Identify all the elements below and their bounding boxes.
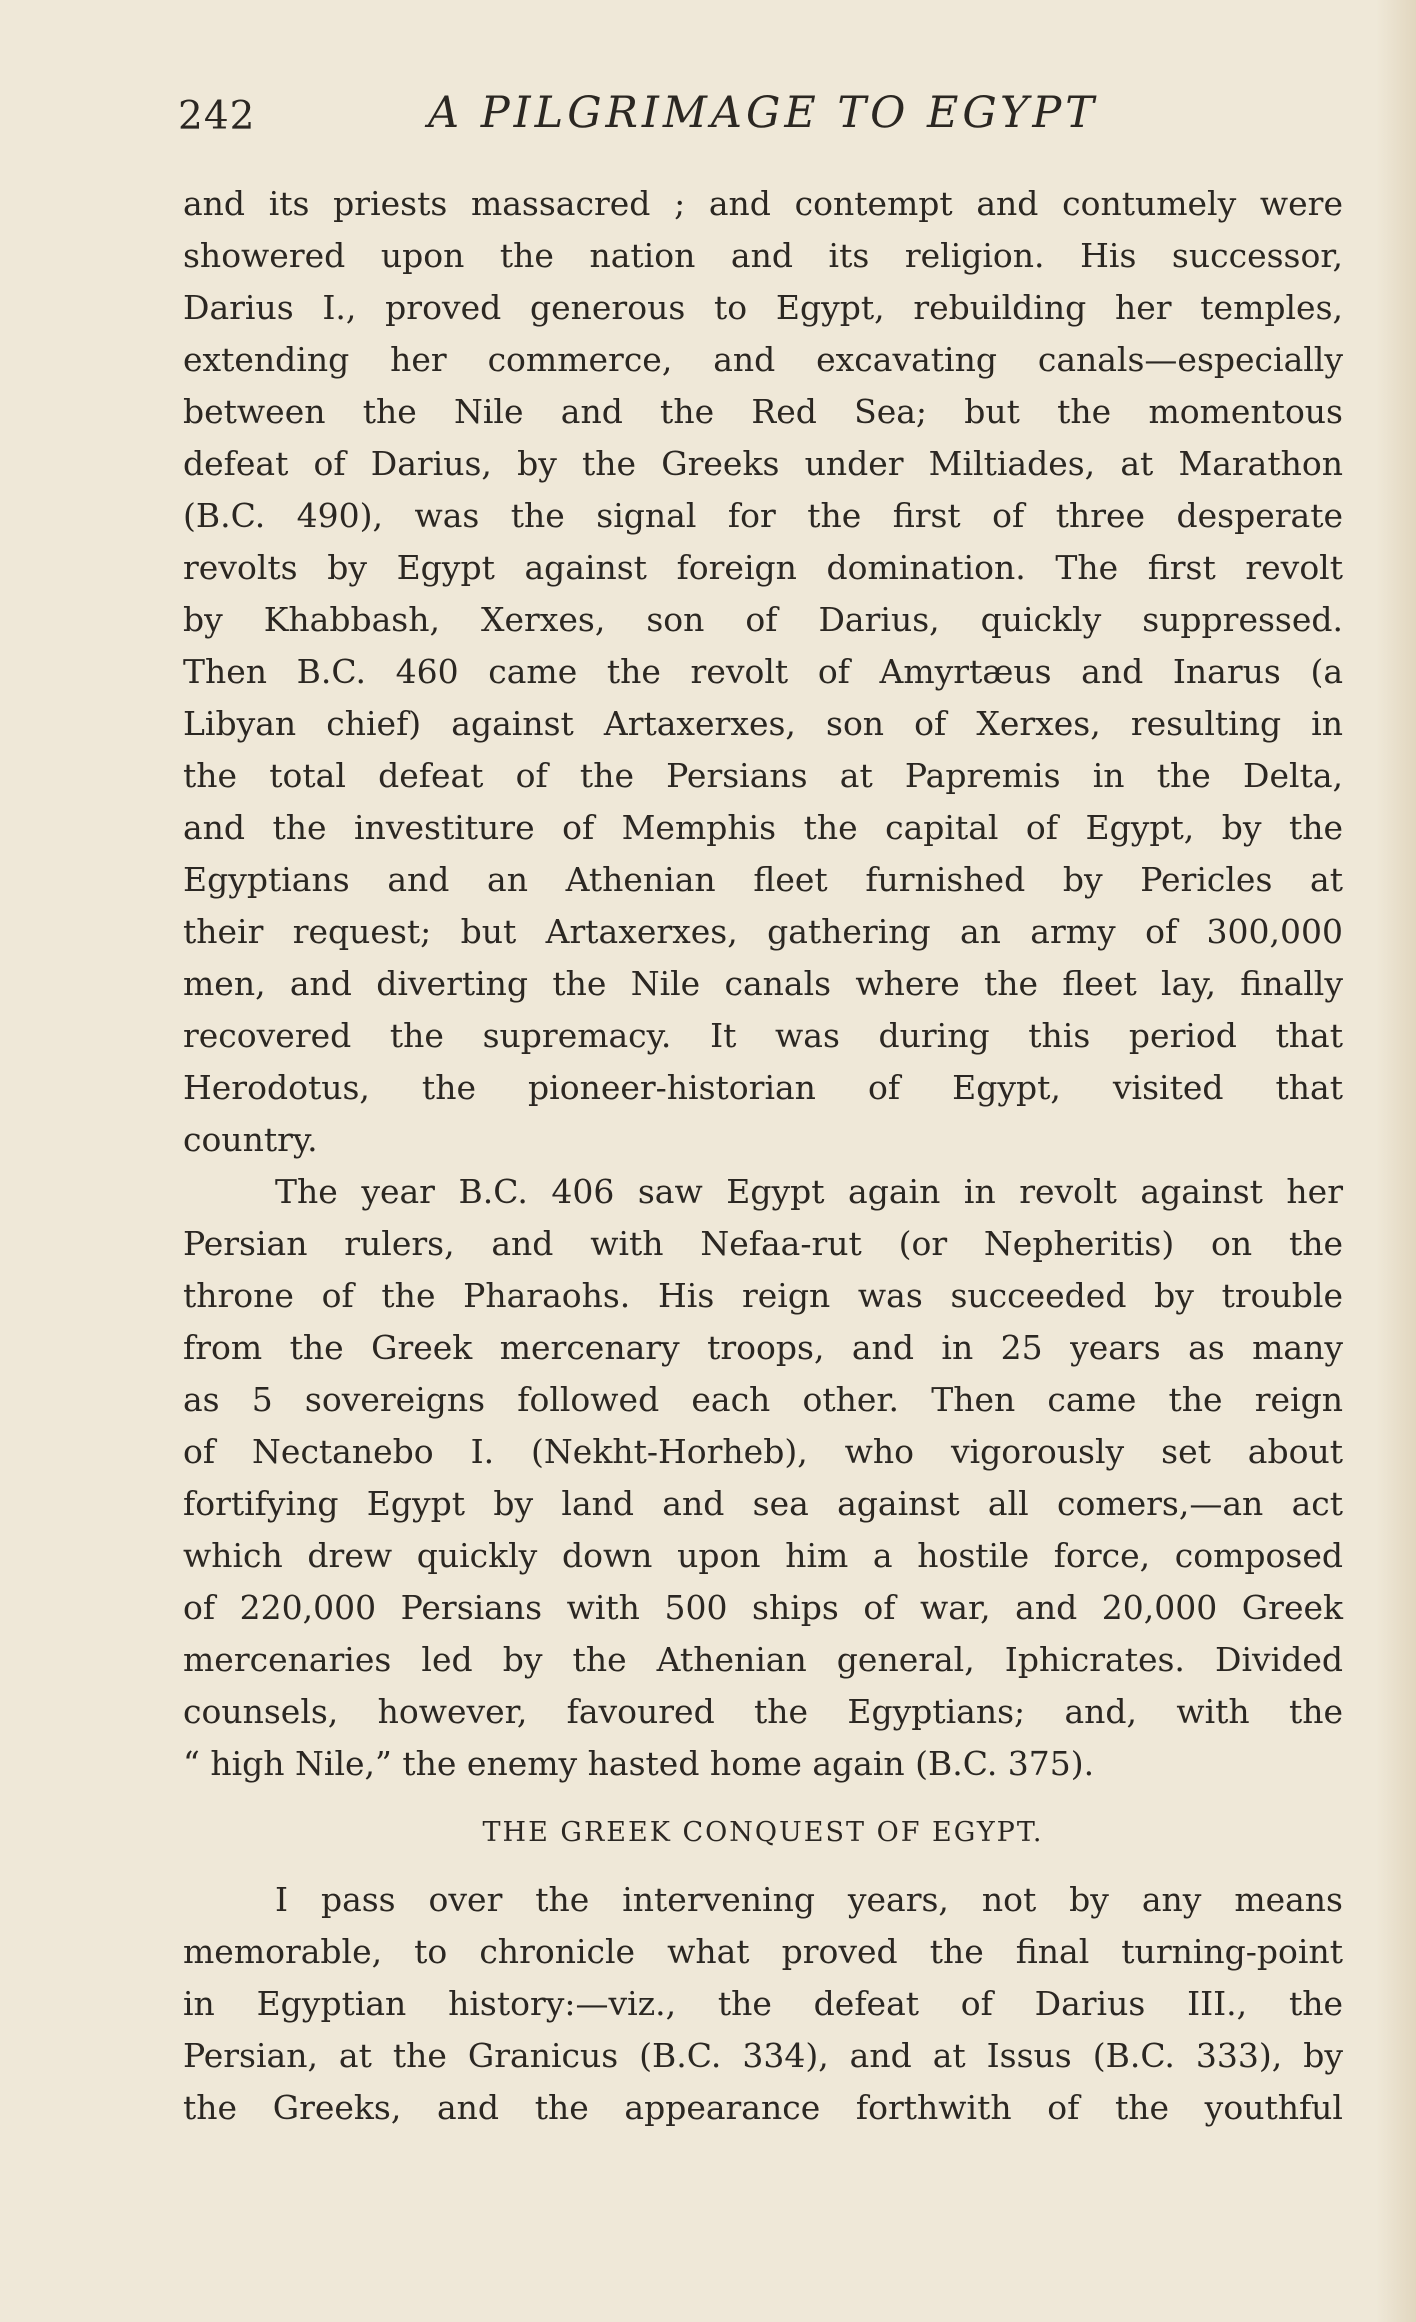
paragraph-2	[183, 1166, 1343, 1790]
text-line: which drew quickly down upon him a hostile force, composed	[183, 1536, 1343, 1575]
text-line: Persian rulers, and with Nefaa-rut (or Nepheritis) on the	[183, 1224, 1343, 1263]
text-line: between the Nile and the Red Sea; but the momentous	[183, 392, 1343, 431]
page-header	[178, 88, 1340, 148]
text-line: “ high Nile,” the enemy hasted home again (B.C. 375).	[183, 1744, 1095, 1783]
body-text	[183, 178, 1343, 2134]
text-line: I pass over the intervening years, not by any means	[275, 1880, 1343, 1919]
text-line: counsels, however, favoured the Egyptians; and, with the	[183, 1692, 1343, 1731]
text-line: Egyptians and an Athenian fleet furnished by Pericles at	[183, 860, 1343, 899]
text-line: Then B.C. 460 came the revolt of Amyrtæus and Inarus (a	[183, 652, 1343, 691]
text-line: men, and diverting the Nile canals where the fleet lay, finally	[183, 964, 1343, 1003]
text-line: mercenaries led by the Athenian general, Iphicrates. Divided	[183, 1640, 1343, 1679]
text-line: from the Greek mercenary troops, and in 25 years as many	[183, 1328, 1343, 1367]
running-title: A PILGRIMAGE TO EGYPT	[428, 88, 1098, 138]
paragraph-1	[183, 178, 1343, 1166]
text-line: Darius I., proved generous to Egypt, rebuilding her temples,	[183, 288, 1343, 327]
text-line: Herodotus, the pioneer-historian of Egypt, visited that	[183, 1068, 1343, 1107]
text-line: of 220,000 Persians with 500 ships of war, and 20,000 Greek	[183, 1588, 1343, 1627]
text-line: revolts by Egypt against foreign domination. The first revolt	[183, 548, 1343, 587]
paragraph-3	[183, 1874, 1343, 2134]
text-line: (B.C. 490), was the signal for the first of three desperate	[183, 496, 1343, 535]
text-line: their request; but Artaxerxes, gathering an army of 300,000	[183, 912, 1343, 951]
text-line: defeat of Darius, by the Greeks under Miltiades, at Marathon	[183, 444, 1343, 483]
text-line: as 5 sovereigns followed each other. Then came the reign	[183, 1380, 1343, 1419]
text-line: throne of the Pharaohs. His reign was succeeded by trouble	[183, 1276, 1343, 1315]
text-line: showered upon the nation and its religion. His successor,	[183, 236, 1343, 275]
text-line: fortifying Egypt by land and sea against all comers,—an act	[183, 1484, 1343, 1523]
text-line: and its priests massacred ; and contempt and contumely were	[183, 184, 1343, 223]
page-number: 242	[178, 94, 256, 139]
text-line: country.	[183, 1120, 318, 1159]
text-line: extending her commerce, and excavating canals—especially	[183, 340, 1343, 379]
section-heading: THE GREEK CONQUEST OF EGYPT.	[482, 1817, 1044, 1848]
text-line: of Nectanebo I. (Nekht-Horheb), who vigorously set about	[183, 1432, 1343, 1471]
text-line: in Egyptian history:—viz., the defeat of Darius III., the	[183, 1984, 1343, 2023]
text-line: the Greeks, and the appearance forthwith of the youthful	[183, 2088, 1343, 2127]
text-line: Persian, at the Granicus (B.C. 334), and at Issus (B.C. 333), by	[183, 2036, 1343, 2075]
text-line: the total defeat of the Persians at Papremis in the Delta,	[183, 756, 1343, 795]
text-line: and the investiture of Memphis the capital of Egypt, by the	[183, 808, 1343, 847]
text-line: by Khabbash, Xerxes, son of Darius, quickly suppressed.	[183, 600, 1343, 639]
text-line: Libyan chief) against Artaxerxes, son of Xerxes, resulting in	[183, 704, 1343, 743]
text-line: memorable, to chronicle what proved the final turning-point	[183, 1932, 1343, 1971]
page-edge-shading	[1376, 0, 1416, 2322]
text-line: The year B.C. 406 saw Egypt again in revolt against her	[275, 1172, 1343, 1211]
text-line: recovered the supremacy. It was during this period that	[183, 1016, 1343, 1055]
